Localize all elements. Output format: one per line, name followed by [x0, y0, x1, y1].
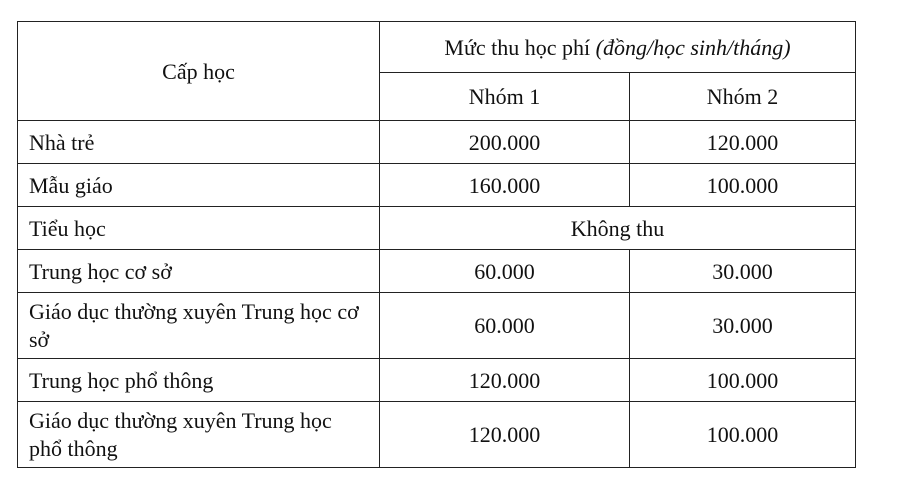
- table-row: [18, 250, 856, 293]
- group2-fee-cell: 30.000: [630, 293, 856, 359]
- table-row: [18, 359, 856, 402]
- level-column-header: Cấp học: [18, 22, 380, 121]
- header-row-1: [18, 22, 856, 73]
- merged-fee-cell: Không thu: [380, 207, 856, 250]
- level-cell: Nhà trẻ: [18, 121, 380, 164]
- group2-fee-cell: 30.000: [630, 250, 856, 293]
- group1-header: Nhóm 1: [380, 73, 630, 121]
- fee-label: Mức thu học phí: [444, 34, 591, 60]
- level-cell: Trung học phổ thông: [18, 359, 380, 402]
- group2-fee-cell: 100.000: [630, 359, 856, 402]
- tuition-fee-table: [17, 21, 856, 468]
- level-cell: Giáo dục thường xuyên Trung học cơ sở: [18, 293, 380, 359]
- level-cell: Tiểu học: [18, 207, 380, 250]
- group1-fee-cell: 120.000: [380, 359, 630, 402]
- table-row: [18, 402, 856, 468]
- table-row: [18, 293, 856, 359]
- group1-fee-cell: 60.000: [380, 293, 630, 359]
- group2-fee-cell: 120.000: [630, 121, 856, 164]
- group1-fee-cell: 60.000: [380, 250, 630, 293]
- group2-header: Nhóm 2: [630, 73, 856, 121]
- table-row: [18, 207, 856, 250]
- table-row: [18, 121, 856, 164]
- group1-fee-cell: 160.000: [380, 164, 630, 207]
- level-cell: Giáo dục thường xuyên Trung học phổ thông: [18, 402, 380, 468]
- fee-column-header: [380, 22, 856, 73]
- level-cell: Trung học cơ sở: [18, 250, 380, 293]
- fee-unit: (đồng/học sinh/tháng): [595, 34, 791, 60]
- level-cell: Mẫu giáo: [18, 164, 380, 207]
- group2-fee-cell: 100.000: [630, 164, 856, 207]
- group1-fee-cell: 120.000: [380, 402, 630, 468]
- table-row: [18, 164, 856, 207]
- group2-fee-cell: 100.000: [630, 402, 856, 468]
- group1-fee-cell: 200.000: [380, 121, 630, 164]
